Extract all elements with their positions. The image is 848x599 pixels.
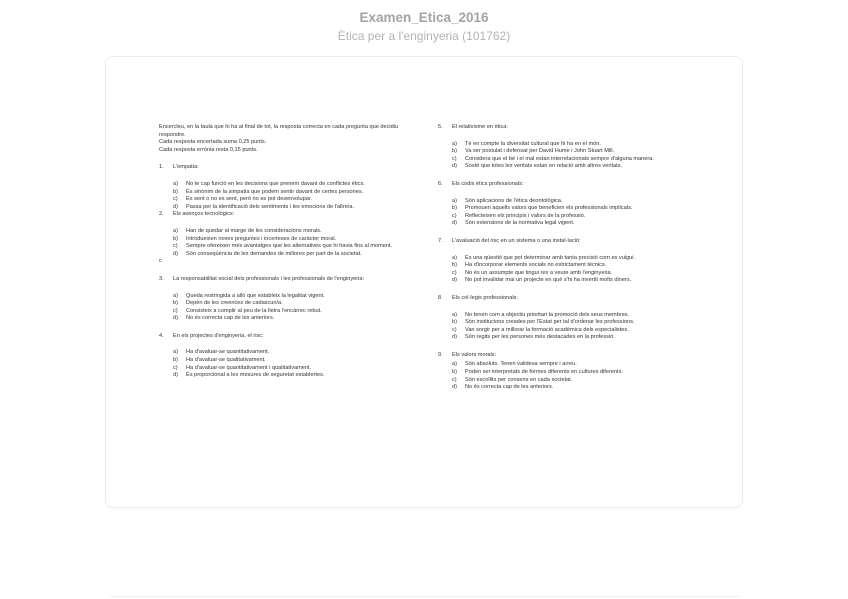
option-letter: a) — [173, 292, 178, 299]
option-letter: b) — [452, 369, 457, 376]
answer-option — [159, 204, 417, 212]
intro-instructions: Encercleu, en la taula que hi ha al final de tot, la resposta correcta en cada pregunta que decidiu respondre. — [159, 124, 399, 138]
option-letter: c) — [173, 196, 178, 203]
option-letter: a) — [452, 311, 457, 318]
answer-option — [159, 357, 417, 365]
option-letter: a) — [452, 197, 457, 204]
option-text: És una qüestió que pot determinar amb tanta precisió com es vulgui. — [465, 254, 636, 261]
option-text: Són escollits per consens en cada societat. — [465, 376, 573, 383]
answer-option — [438, 198, 696, 206]
question — [438, 238, 696, 246]
option-text: No és correcta cap de les anteriors. — [186, 315, 275, 322]
answer-option — [438, 262, 696, 270]
option-text: Reflecteixen els principis i valors de la professió. — [465, 212, 586, 219]
question-number: 1. — [159, 164, 164, 171]
answer-option — [159, 308, 417, 316]
option-text: Van sorgir per a millorar la formació acadèmica dels especialistes. — [465, 326, 629, 333]
option-letter: a) — [173, 227, 178, 234]
answer-option — [438, 334, 696, 342]
answer-option — [159, 236, 417, 244]
answer-options — [438, 141, 696, 171]
option-text: Depèn de les creences de cadascun/a. — [186, 300, 283, 307]
option-text: No pot invalidar mai un projecte en què s'hi ha invertit molts diners. — [465, 277, 632, 284]
question-text: En els projectes d'enginyeria, el risc: — [173, 332, 264, 339]
option-text: Ha d'avaluar-se quantitativament i qualitativament. — [186, 364, 312, 371]
option-letter: d) — [452, 277, 457, 284]
answer-option — [159, 293, 417, 301]
option-text: Són aplicacions de l'ètica deontològica. — [465, 197, 563, 204]
answer-options — [438, 312, 696, 342]
option-text: Queda restringida a allò que estableix la legalitat vigent. — [186, 292, 325, 299]
answer-option — [438, 163, 696, 171]
option-letter: b) — [452, 148, 457, 155]
answer-option — [438, 369, 696, 377]
answer-option — [438, 148, 696, 156]
option-text: Passa per la identificació dels sentiments i les emocions de l'altre/a. — [186, 203, 355, 210]
option-letter: c) — [452, 155, 457, 162]
question-number: 5. — [438, 124, 443, 130]
answer-option — [159, 243, 417, 251]
option-letter: b) — [452, 319, 457, 326]
option-text: Són regits per les persones més destacades en la professió. — [465, 334, 615, 341]
answer-option — [438, 220, 696, 228]
question — [159, 276, 417, 284]
option-text: No tenen com a objectiu prioritari la promoció dels seus membres. — [465, 311, 630, 318]
question-number: 9. — [438, 351, 443, 358]
question — [438, 352, 696, 360]
intro-correct-score: Cada resposta encertada suma 0,25 punts. — [159, 139, 267, 146]
option-letter: b) — [173, 235, 178, 242]
question — [159, 164, 417, 172]
option-text: Promouen aquells valors que beneficien els professionals implicats. — [465, 205, 633, 212]
option-letter: a) — [452, 140, 457, 147]
answer-option — [438, 327, 696, 335]
answer-option — [159, 300, 417, 308]
option-text: Té en compte la diversitat cultural que hi ha en el món. — [465, 140, 601, 147]
question-text: L'empatia: — [173, 164, 199, 171]
option-letter: c) — [452, 376, 457, 383]
answer-option — [159, 251, 417, 259]
option-letter: c) — [452, 326, 457, 333]
option-text: És proporcional a les mesures de seguretat establertes. — [186, 372, 325, 379]
question-text: L'avaluació del risc en un sistema o una instal·lació: — [452, 237, 581, 244]
answer-options — [438, 255, 696, 285]
option-text: Poden ser interpretats de formes diferents en cultures diferents. — [465, 369, 623, 376]
question-number: 6. — [438, 180, 443, 187]
question-text: El relativisme en ètica: — [452, 124, 508, 130]
left-column — [159, 124, 417, 380]
answer-option — [159, 349, 417, 357]
answer-option — [438, 270, 696, 278]
document-subtitle: Ètica per a l'enginyeria (101762) — [337, 29, 511, 43]
option-letter: b) — [173, 300, 178, 307]
option-text: Sosté que totes les veritats estan en relació amb altres veritats. — [465, 163, 623, 170]
question-number: 2. — [159, 211, 164, 218]
question — [438, 124, 696, 132]
option-text: Són absoluts. Tenen validesa sempre i arreu. — [465, 361, 577, 368]
answer-options — [159, 349, 417, 379]
option-letter: a) — [173, 180, 178, 187]
option-letter: c) — [173, 307, 178, 314]
right-column — [438, 124, 696, 392]
right-questions — [438, 124, 696, 392]
stray-mark: c — [159, 258, 162, 265]
answer-option — [438, 213, 696, 221]
option-text: És sent o no es sent, però no es pot desenvolupar. — [186, 196, 312, 203]
option-text: Considera que el bé i el mal estan interrelacionats sempre d'alguna manera. — [465, 155, 654, 162]
answer-option — [159, 196, 417, 204]
answer-option — [438, 361, 696, 369]
question — [438, 181, 696, 189]
option-text: Han de quedar al marge de les consideracions morals. — [186, 227, 322, 234]
answer-option — [159, 315, 417, 323]
answer-option — [159, 372, 417, 380]
option-letter: c) — [173, 243, 178, 250]
option-letter: c) — [452, 212, 457, 219]
option-letter: d) — [452, 163, 457, 170]
answer-option — [438, 312, 696, 320]
intro-wrong-score: Cada resposta errònia resta 0,15 punts. — [159, 146, 258, 153]
option-letter: d) — [452, 384, 457, 391]
answer-options — [159, 293, 417, 323]
option-text: És sinònim de la simpatia que podem sentir davant de certes persones. — [186, 188, 364, 195]
answer-option — [438, 141, 696, 149]
answer-option — [438, 277, 696, 285]
question — [438, 295, 696, 303]
question-number: 8. — [438, 294, 443, 301]
option-text: Ha d'avaluar-se qualitativament. — [186, 357, 266, 364]
option-letter: a) — [452, 361, 457, 368]
answer-options — [159, 181, 417, 211]
answer-option — [438, 319, 696, 327]
option-letter: d) — [173, 372, 178, 379]
option-letter: b) — [173, 357, 178, 364]
left-questions — [159, 164, 417, 379]
answer-option — [438, 384, 696, 392]
answer-option — [159, 181, 417, 189]
answer-option — [438, 205, 696, 213]
question-number: 4. — [159, 332, 164, 339]
option-letter: c) — [452, 269, 457, 276]
option-text: Són conseqüència de les demandes de millores per part de la societat. — [186, 250, 362, 257]
answer-option — [438, 255, 696, 263]
option-letter: d) — [173, 315, 178, 322]
option-letter: a) — [173, 349, 178, 356]
option-letter: d) — [173, 203, 178, 210]
option-text: No és un assumpte que tingui res a veure amb l'enginyeria. — [465, 269, 613, 276]
option-text: Va ser postulat i defensat per David Hume i John Stuart Mill. — [465, 148, 615, 155]
page-divider — [110, 596, 740, 597]
option-text: No te cap funció en les decisions que prenem davant de conflictes ètics. — [186, 180, 365, 187]
option-letter: b) — [452, 262, 457, 269]
option-letter: d) — [452, 334, 457, 341]
option-text: Introdueixen noves preguntes i incerteses de caràcter moral. — [186, 235, 337, 242]
answer-options — [438, 361, 696, 391]
answer-options — [438, 198, 696, 228]
question — [159, 211, 417, 219]
option-letter: d) — [452, 220, 457, 227]
option-letter: b) — [452, 205, 457, 212]
option-text: No és correcta cap de les anteriors. — [465, 384, 554, 391]
answer-option — [438, 377, 696, 385]
question-text: Els col·legis professionals: — [452, 294, 518, 301]
option-letter: b) — [173, 188, 178, 195]
question-text: Els avenços tecnològics: — [173, 211, 235, 218]
question-text: Els codis ètics professionals: — [452, 180, 524, 187]
answer-option — [159, 228, 417, 236]
question-text: La responsabilitat social dels professionals i les professionals de l'enginyeria: — [173, 275, 365, 282]
option-text: Són institucions creades per l'Estat per tal d'ordenar les professions. — [465, 319, 635, 326]
question-number: 7. — [438, 237, 443, 244]
option-letter: d) — [173, 250, 178, 257]
question-text: Els valors morals: — [452, 351, 497, 358]
question — [159, 333, 417, 341]
option-text: Consisteix a complir al peu de la lletra l'encàrrec rebut. — [186, 307, 322, 314]
document-page — [105, 56, 743, 508]
option-text: Sempre ofereixen més avantatges que les alternatives que hi havia fins al moment. — [186, 243, 393, 250]
question-number: 3. — [159, 275, 164, 282]
answer-option — [438, 156, 696, 164]
option-text: Ha d'incorporar elements socials no estrictament tècnics. — [465, 262, 607, 269]
option-letter: c) — [173, 364, 178, 371]
option-text: Ha d'avaluar-se quantitativament. — [186, 349, 270, 356]
answer-options — [159, 228, 417, 258]
option-text: Són extensions de la normativa legal vigent. — [465, 220, 575, 227]
option-letter: a) — [452, 254, 457, 261]
document-title: Examen_Etica_2016 — [359, 10, 489, 25]
